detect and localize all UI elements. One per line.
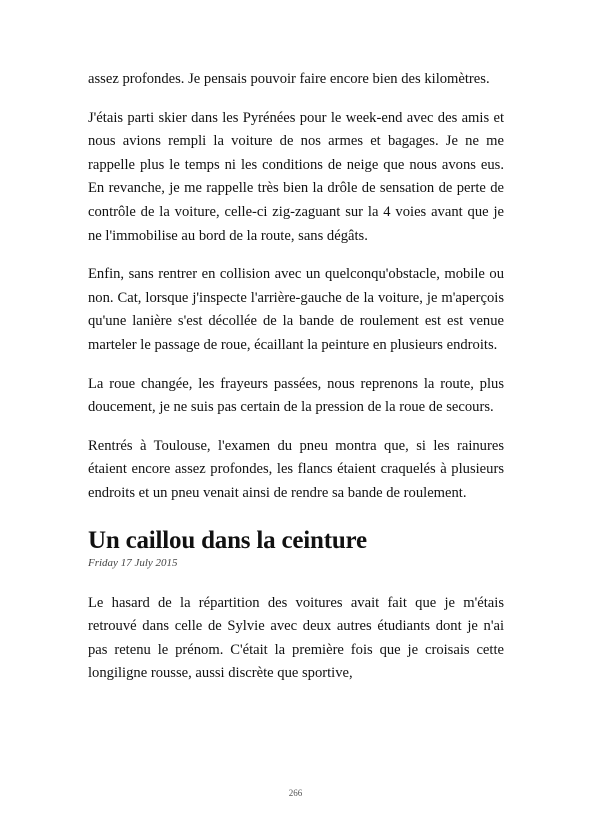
section-paragraph: Le hasard de la répartition des voitures avait fait que je m'étais retrouvé dans celle de Sylvie avec deux autres étudiants dont je n'ai pas retenu le prénom. C'était la première fois que je croisais cette longiligne rousse, aussi discrète que sportive, <box>88 594 504 682</box>
section-title: Un caillou dans la ceinture <box>88 526 367 554</box>
paragraph-1: assez profondes. Je pensais pouvoir faire encore bien des kilomètres. <box>88 71 490 87</box>
paragraph-2: J'étais parti skier dans les Pyrénées pour le week-end avec des amis et nous avions rempli la voiture de nos armes et bagages. Je ne me rappelle plus le temps ni les conditions de neige que nous avons eus. En revanche, je me rappelle très bien la drôle de sensation de perte de contrôle de la voiture, celle-ci zig-zaguant sur la 4 voies avant que je ne l'immobilise au bord de la route, sans dégâts. <box>88 109 504 244</box>
paragraph-3: Enfin, sans rentrer en collision avec un quelconqu'obstacle, mobile ou non. Cat, lorsque j'inspecte l'arrière-gauche de la voiture, je m'aperçois qu'une lanière s'est décollée de la bande de roulement est est venue marteler le passage de roue, écaillant la peinture en plusieurs endroits. <box>88 266 504 353</box>
paragraph-5: Rentrés à Toulouse, l'examen du pneu montra que, si les rainures étaient encore assez profondes, les flancs étaient craquelés à plusieurs endroits et un pneu venait ainsi de rendre sa bande de roulement. <box>88 437 504 501</box>
paragraph-4: La roue changée, les frayeurs passées, nous reprenons la route, plus doucement, je ne suis pas certain de la pression de la roue de secours. <box>88 375 504 416</box>
page-number: 266 <box>288 788 303 798</box>
page-body <box>88 68 504 701</box>
section-date: Friday 17 July 2015 <box>88 556 178 569</box>
